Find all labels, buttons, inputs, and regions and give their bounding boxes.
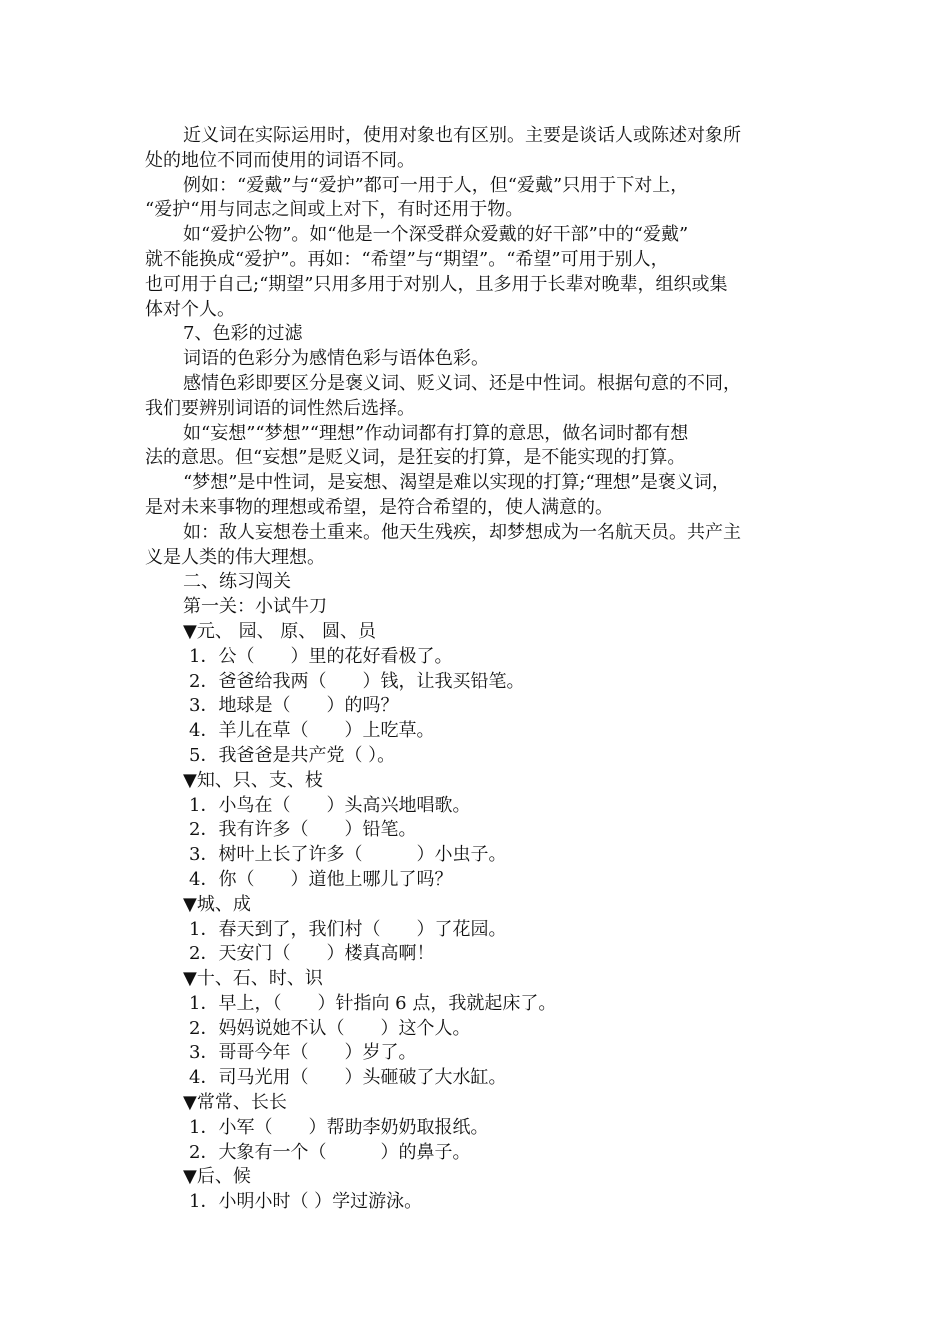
exercise-item-line: 3．哥哥今年（ ）岁了。 (189, 1042, 417, 1064)
text-line: 如“妄想”“梦想”“理想”作动词都有打算的意思，做名词时都有想 (183, 422, 689, 444)
text-line: ▼十、石、时、识 (183, 968, 323, 990)
text-line: 如：敌人妄想卷土重来。他天生残疾，却梦想成为一名航天员。共产主 (183, 521, 741, 543)
text-line: 近义词在实际运用时，使用对象也有区别。主要是谈话人或陈述对象所 (183, 125, 741, 146)
text-line: 第一关：小试牛刀 (183, 596, 327, 618)
text-line: 词语的色彩分为感情色彩与语体色彩。 (183, 348, 489, 370)
exercise-item-line: 2．爸爸给我两（ ）钱，让我买铅笔。 (189, 670, 525, 692)
document-body (145, 124, 813, 1215)
exercise-item-line: 3．地球是（ ）的吗？ (189, 695, 399, 717)
exercise-item-line: 2．天安门（ ）楼真高啊！ (189, 943, 435, 965)
text-line: 二、练习闯关 (183, 571, 291, 593)
text-line: ▼元、 园、 原、 圆、员 (183, 620, 377, 642)
text-line: 处的地位不同而使用的词语不同。 (145, 149, 415, 171)
exercise-item-line: 1．公（ ）里的花好看极了。 (189, 645, 453, 667)
exercise-item-line: 1．春天到了，我们村（ ）了花园。 (189, 918, 507, 940)
text-line: 例如：“爱戴”与“爱护”都可一用于人，但“爱戴”只用于下对上， (183, 174, 689, 196)
exercise-item-line: 5．我爸爸是共产党（ ）。 (189, 744, 396, 766)
text-line: ▼知、只、支、枝 (183, 769, 323, 791)
text-line: 感情色彩即要区分是褒义词、贬义词、还是中性词。根据句意的不同， (183, 372, 741, 394)
exercise-item-line: 2．大象有一个（ ）的鼻子。 (189, 1141, 471, 1163)
exercise-item-line: 3．树叶上长了许多（ ）小虫子。 (189, 844, 507, 866)
text-line: 法的意思。但“妄想”是贬义词，是狂妄的打算，是不能实现的打算。 (145, 447, 686, 469)
text-line: 就不能换成“爱护”。再如：“希望”与“期望”。“希望”可用于别人， (145, 248, 669, 270)
exercise-item-line: 1．小明小时（ ）学过游泳。 (189, 1191, 423, 1213)
text-line: 我们要辨别词语的词性然后选择。 (145, 397, 415, 419)
text-line: 是对未来事物的理想或希望，是符合希望的，使人满意的。 (145, 496, 613, 518)
exercise-item-line: 2．妈妈说她不认（ ）这个人。 (189, 1017, 471, 1039)
text-line: 如“爱护公物”。如“他是一个深受群众爱戴的好干部”中的“爱戴” (183, 224, 689, 246)
exercise-item-line: 4．你（ ）道他上哪儿了吗？ (189, 868, 453, 890)
exercise-item-line: 2．我有许多（ ）铅笔。 (189, 819, 417, 841)
exercise-item-line: 1．小鸟在（ ）头高兴地唱歌。 (189, 794, 471, 816)
text-line: 义是人类的伟大理想。 (145, 546, 325, 568)
text-line: “爱护“用与同志之间或上对下，有时还用于物。 (145, 199, 524, 221)
text-line: 也可用于自己;“期望”只用多用于对别人，且多用于长辈对晚辈，组织或集 (145, 273, 728, 295)
exercise-item-line: 1．早上，（ ）针指向 6 点，我就起床了。 (189, 992, 557, 1014)
text-line: ▼城、成 (183, 893, 251, 915)
text-line: 体对个人。 (145, 298, 235, 320)
text-line: ▼后、候 (183, 1166, 251, 1188)
text-line: ▼常常、长长 (183, 1092, 287, 1114)
exercise-item-line: 1．小军（ ）帮助李奶奶取报纸。 (189, 1116, 489, 1138)
exercise-item-line: 4．羊儿在草（ ）上吃草。 (189, 720, 435, 742)
text-line: 7、色彩的过滤 (183, 323, 303, 345)
exercise-item-line: 4．司马光用（ ）头砸破了大水缸。 (189, 1067, 507, 1089)
text-line: “梦想”是中性词，是妄想、渴望是难以实现的打算;“理想”是褒义词， (183, 472, 730, 494)
